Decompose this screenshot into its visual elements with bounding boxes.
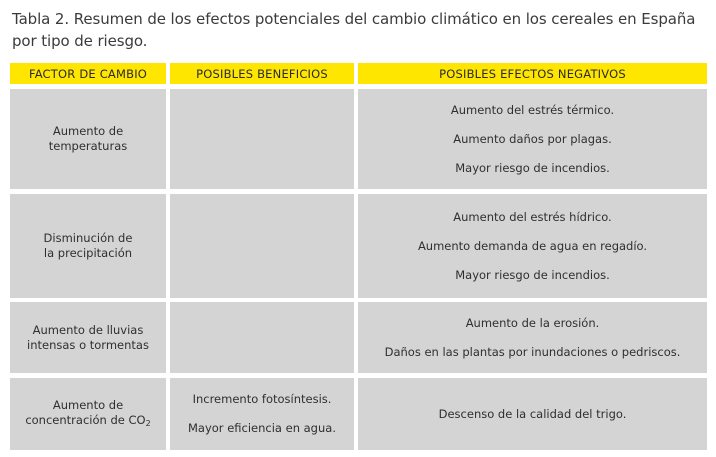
row-2-effect-2: Aumento demanda de agua en regadío.	[417, 238, 648, 253]
row-2-factor-line-1: Disminución de	[43, 231, 133, 245]
row-3-factor-line-2: intensas o tormentas	[27, 337, 149, 352]
row-4-beneficios	[170, 378, 354, 450]
row-3-effect-1: Aumento de la erosión.	[465, 315, 600, 330]
row-2-effect-3: Mayor riesgo de incendios.	[455, 267, 610, 282]
row-3-negativos	[358, 302, 707, 373]
row-4-benefit-1: Incremento fotosíntesis.	[192, 392, 332, 406]
row-4-factor-line-1: Aumento de	[52, 397, 124, 412]
row-2-effect-1: Aumento del estrés hídrico.	[453, 209, 612, 224]
row-2-factor	[10, 194, 166, 298]
row-1-factor	[10, 89, 166, 189]
table-caption: Tabla 2. Resumen de los efectos potenciales del cambio climático en los cereales en España por tipo de riesgo.	[12, 10, 696, 50]
header-beneficios: POSIBLES BENEFICIOS	[170, 63, 354, 84]
row-4-benefit-2: Mayor eficiencia en agua.	[188, 421, 336, 435]
row-4-effect-1: Descenso de la calidad del trigo.	[438, 406, 627, 421]
row-1-factor-line-1: Aumento de	[52, 124, 124, 138]
row-3-beneficios	[170, 302, 354, 373]
row-1-beneficios	[170, 89, 354, 189]
row-2-beneficios	[170, 194, 354, 298]
row-3-factor-line-1: Aumento de lluvias	[32, 322, 144, 337]
row-4-negativos	[358, 378, 707, 450]
row-2-negativos	[358, 194, 707, 298]
co2-subscript: 2	[145, 418, 151, 428]
row-3-effect-2: Daños en las plantas por inundaciones o pedriscos.	[384, 344, 681, 359]
row-2-factor-line-2: la precipitación	[43, 246, 133, 260]
row-1-factor-line-2: temperaturas	[48, 139, 128, 153]
row-3-factor	[10, 302, 166, 373]
co2-text: concentración de CO	[25, 412, 146, 427]
row-1-negativos	[358, 89, 707, 189]
row-1-effect-1: Aumento del estrés térmico.	[450, 102, 615, 117]
row-4-factor	[10, 378, 166, 450]
header-negativos: POSIBLES EFECTOS NEGATIVOS	[358, 63, 707, 84]
header-factor: FACTOR DE CAMBIO	[10, 63, 166, 84]
row-4-factor-line-2	[25, 413, 150, 431]
row-1-effect-2: Aumento daños por plagas.	[453, 131, 612, 146]
row-1-effect-3: Mayor riesgo de incendios.	[455, 160, 610, 175]
